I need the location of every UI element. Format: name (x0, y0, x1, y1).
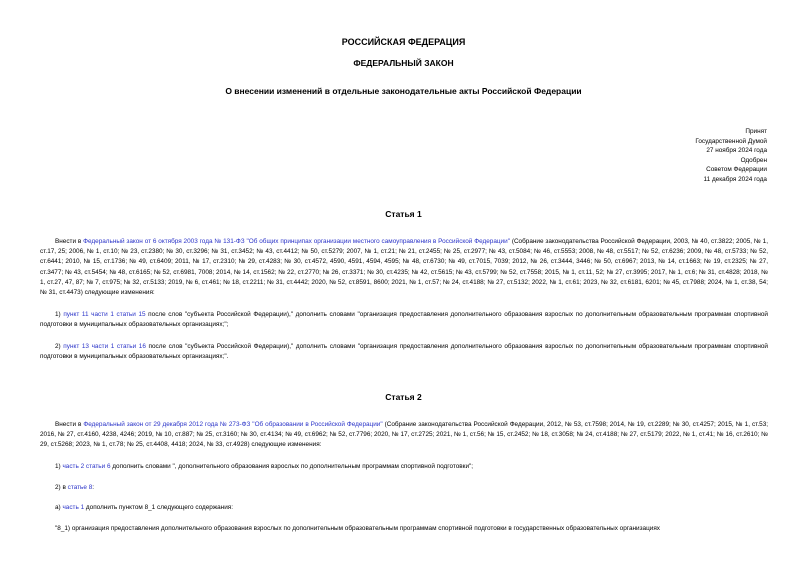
item-number: 1) (55, 311, 64, 318)
item-text: дополнить словами ", дополнительного образования взрослых по дополнительным программам спортивной подготовки"; (110, 463, 474, 470)
law-273-fz-link[interactable]: Федеральный закон от 29 декабря 2012 года № 273-ФЗ "Об образовании в Российской Федерации" (83, 421, 383, 428)
item-reference-link[interactable]: статье 8 (67, 484, 93, 491)
item-reference-link[interactable]: часть 2 статьи 6 (62, 463, 111, 470)
intro-prefix: Внести в (55, 421, 84, 428)
article-1-heading: Статья 1 (385, 209, 422, 219)
intro-text: (Собрание законодательства Российской Федерации, 2012, № 53, ст.7598; 2014, № 19, ст.2289; № 30, ст.4257; 2015, № 1, ст.53; 2016, № 27, ст.4160, 4238, 4246; 2019, № 10, ст.887; № 25, ст.3160; № 30, ст.4134; № 49, ст.6962; № 52, ст.7796; 2020, № 17, ст.2725; 2021, № 1, ст.56; № 15, ст.2452; № 18, ст.3058; № 24, ст.4188; № 27, ст.5179; 2022, № 1, ст.41; № 16, ст.2610; № 29, ст.5268; 2023, № 1, ст.78; № 25, ст.4408, 4418; 2024, № 33, ст.4928) следующие изменения: (40, 421, 769, 449)
article-2-item-2 (40, 483, 768, 493)
intro-text: (Собрание законодательства Российской Федерации, 2003, № 40, ст.3822; 2005, № 1, ст.17, 25; 2006, № 1, ст.10; № 23, ст.2380; № 30, ст.3296; № 31, ст.3452; № 43, ст.4412; № 50, ст.5279; 2007, № 1, ст.21; № 21, ст.2455; № 25, ст.2977; № 43, ст.5084; № 46, ст.5553; 2008, № 48, ст.5517; № 52, ст.6236; 2009, № 48, ст.5733; № 52, ст.6441; 2010, № 15, ст.1736; № 49, ст.6409; 2011, № 17, ст.2310; № 29, ст.4283; № 30, ст.4572, 4590, 4591, 4594, 4595; № 48, ст.6730; № 49, ст.7015, 7039; 2012, № 26, ст.3444, 3446; № 50, ст.6967; 2013, № 14, ст.1663; № 19, ст.2325; № 27, ст.3477; № 43, ст.5454; № 48, ст.6165; № 52, ст.6981, 7008; 2014, № 14, ст.1562; № 22, ст.2770; № 26, ст.3371; № 30, ст.4235; № 42, ст.5615; № 43, ст.5799; № 52, ст.7558; 2015, № 1, ст.11, 52; № 27, ст.3995; 2017, № 1, ст.6; № 31, ст.4828; 2018, № 1, ст.27, 47, 87; № 7, ст.975; № 32, ст.5133; 2019, № 6, ст.461; № 18, ст.2211; № 31, ст.4442; 2020, № 52, ст.8591, 8600; 2021, № 1, ст.57; № 24, ст.4188; № 27, ст.5132; 2022, № 1, ст.61; 2023, № 32, ст.6181, 6201; № 45, ст.7988; 2024, № 1, ст.38, 54; № 31, ст.4473) следующие изменения: (40, 238, 769, 297)
intro-prefix: Внести в (55, 238, 84, 245)
article-2-heading: Статья 2 (385, 392, 422, 402)
document-type-heading: ФЕДЕРАЛЬНЫЙ ЗАКОН (353, 58, 454, 68)
article-1-intro (40, 237, 768, 298)
acceptance-date: 27 ноября 2024 года (706, 147, 767, 155)
article-2-item-1 (40, 462, 768, 472)
country-heading: РОССИЙСКАЯ ФЕДЕРАЦИЯ (341, 37, 466, 47)
article-1-item-1 (40, 310, 768, 330)
acceptance-line: Государственной Думой (695, 137, 767, 145)
article-1-item-2 (40, 342, 768, 362)
item-text: после слов "субъекта Российской Федерации)," дополнить словами "организация предоставления дополнительного образования взрослых по дополнительным образовательным программам спортивной подготовки в муниципальных образовательных организациях;"; (40, 311, 768, 329)
approval-line: Одобрен (740, 156, 767, 164)
approval-line: Советом Федерации (706, 166, 767, 174)
item-text: дополнить пунктом 8_1 следующего содержания: (84, 504, 233, 511)
acceptance-line: Принят (745, 128, 767, 135)
item-reference-link[interactable]: пункт 13 части 1 статьи 16 (63, 343, 146, 350)
article-2-subitem-a (40, 503, 768, 513)
law-131-fz-link[interactable]: Федеральный закон от 6 октября 2003 года № 131-ФЗ "Об общих принципах организации местного самоуправления в Российской Федерации" (83, 238, 510, 245)
article-2-quoted-text: "8_1) организация предоставления дополнительного образования взрослых по дополнительным образовательным программам спортивной подготовки в государственных образовательных организациях (55, 525, 660, 532)
article-2-intro (40, 420, 768, 451)
item-reference-link[interactable]: пункт 11 части 1 статьи 15 (63, 311, 146, 318)
item-suffix: : (92, 484, 95, 491)
acceptance-block (695, 127, 767, 185)
document-title: О внесении изменений в отдельные законодательные акты Российской Федерации (225, 86, 582, 96)
item-prefix: 2) в (55, 484, 68, 491)
item-number: 1) (55, 463, 63, 470)
item-number: 2) (55, 343, 64, 350)
item-prefix: а) (55, 504, 63, 511)
approval-date: 11 декабря 2024 года (703, 175, 767, 183)
item-text: после слов "субъекта Российской Федерации)," дополнить словами "организация предоставления дополнительного образования взрослых по дополнительным образовательным программам спортивной подготовки в муниципальных образовательных организациях;". (40, 343, 768, 361)
item-reference-link[interactable]: часть 1 (62, 504, 85, 511)
